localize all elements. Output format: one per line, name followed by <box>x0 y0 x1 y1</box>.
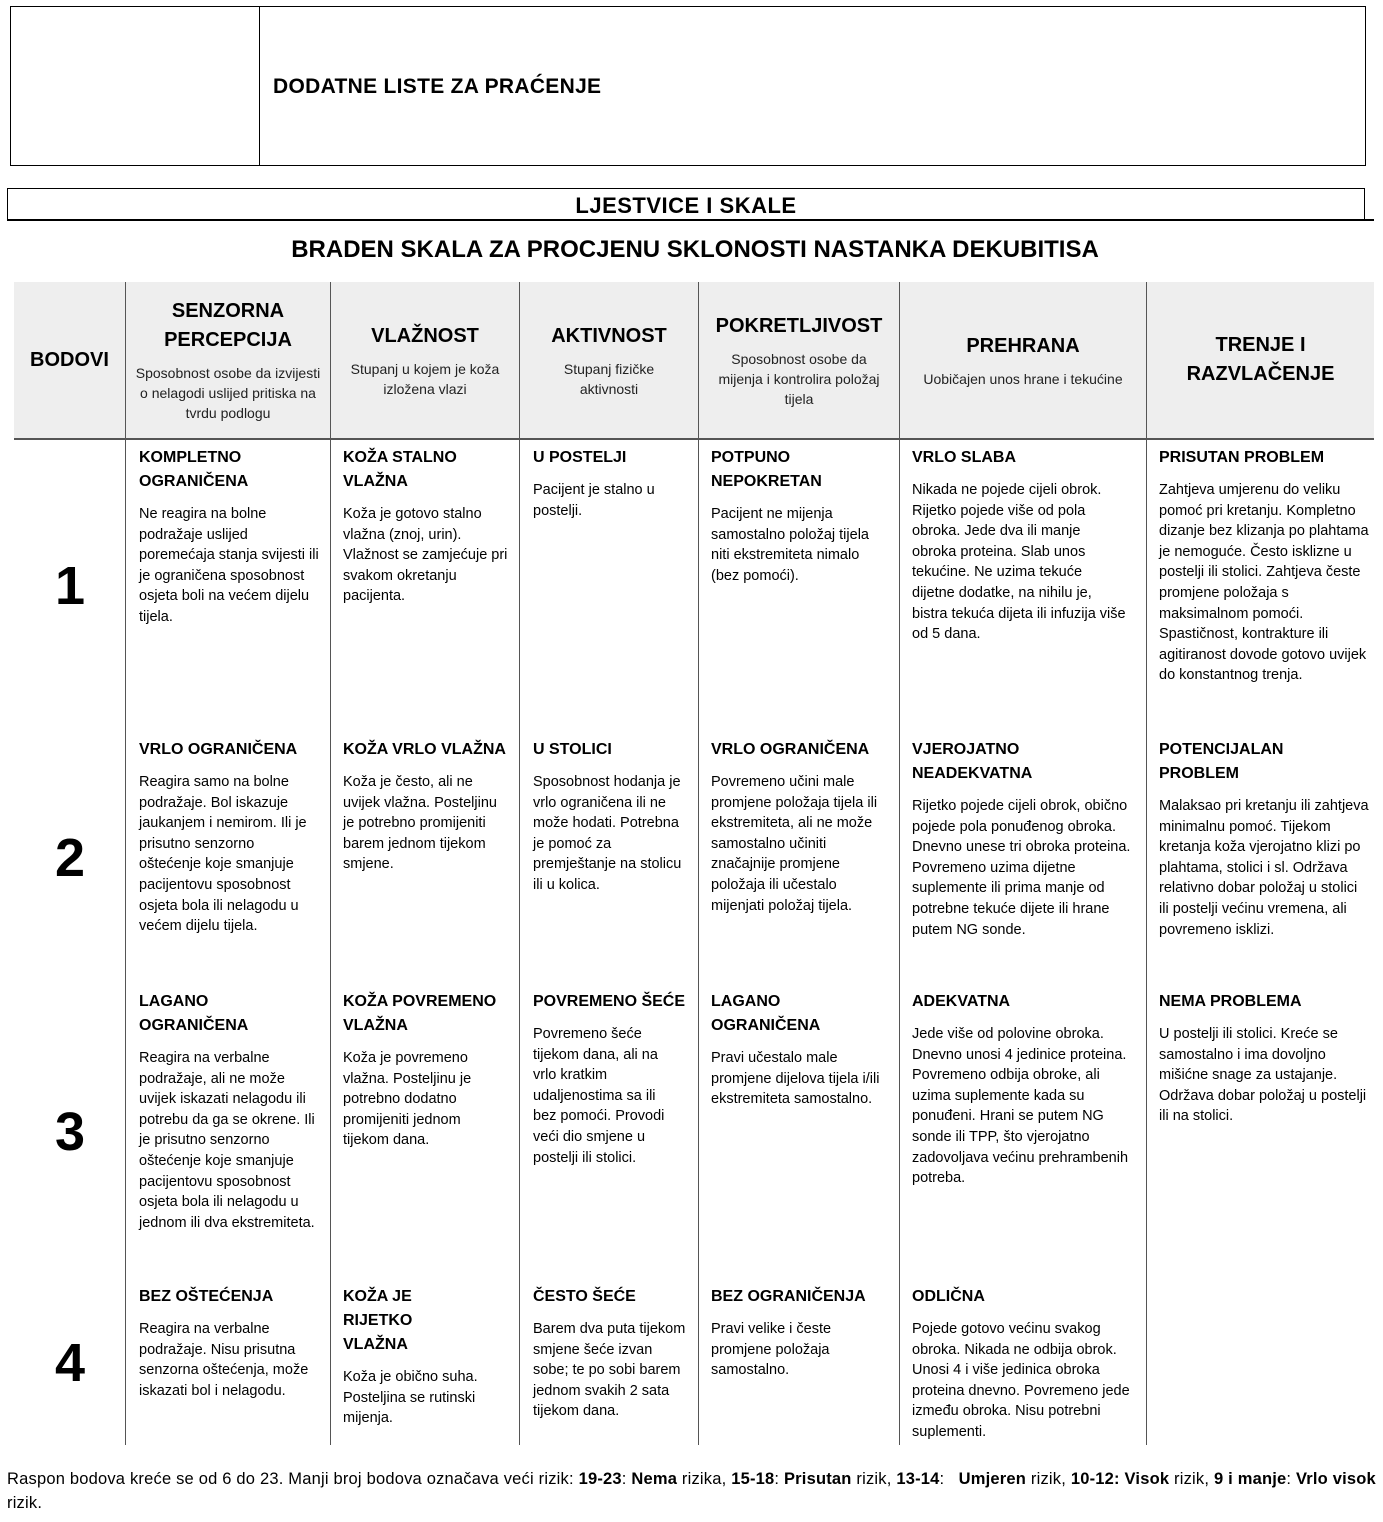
scale-title: BRADEN SKALA ZA PROCJENU SKLONOSTI NASTANKA DEKUBITISA <box>291 236 1099 263</box>
cell-vlaznost-2 <box>343 738 519 875</box>
legend-word: rizik. <box>7 1494 43 1512</box>
legend-level: Nema <box>631 1470 678 1488</box>
cell-title: U POSTELJI <box>533 449 627 466</box>
cell-trenje-2 <box>1159 738 1379 940</box>
header-pokretljivost <box>699 282 899 438</box>
cell-description: Ne reagira na bolne podražaje uslijed poremećaja stanja svijesti ili je ograničena sposobnost osjeta boli na većem dijelu tijela. <box>139 506 319 625</box>
cell-pokretljivost-4 <box>711 1285 899 1381</box>
cell-description: Reagira na verbalne podražaje, ali ne može uvijek iskazati nelagodu ili potrebu da ga se okrene. Ili je prisutno senzorno oštećenje koje smanjuje pacijentovu sposobnost osjeta bola ili nelagodu u jednom ili dva ekstremiteta. <box>139 1050 315 1231</box>
score-4: 4 <box>54 1333 86 1393</box>
legend-level: Prisutan <box>783 1470 852 1488</box>
column-title: VLAŽNOST <box>371 324 479 347</box>
cell-title: POTPUNO NEPOKRETAN <box>711 449 822 490</box>
cell-title: BEZ OGRANIČENJA <box>711 1288 866 1305</box>
cell-prehrana-4 <box>912 1285 1146 1443</box>
cell-description: Pravi velike i česte promjene položaja samostalno. <box>711 1321 832 1379</box>
cell-description: Pacijent je stalno u postelji. <box>533 482 655 519</box>
legend-word: rizik, <box>1174 1470 1210 1488</box>
column-title: AKTIVNOST <box>551 324 667 347</box>
cell-description: Koža je često, ali ne uvijek vlažna. Posteljinu je potrebno promijeniti barem jednom tijekom smjene. <box>343 774 497 873</box>
column-subtitle: Stupanj u kojem je koža izložena vlazi <box>350 360 500 397</box>
header-aktivnost <box>520 282 698 438</box>
cell-title: U STOLICI <box>533 741 612 758</box>
cell-senzorna-1 <box>139 446 329 628</box>
legend-range: 10-12: <box>1070 1470 1120 1488</box>
cell-pokretljivost-2 <box>711 738 899 916</box>
column-subtitle: Sposobnost osobe da izvijesti o nelagodi uslijed pritiska na tvrdu podlogu <box>135 365 321 421</box>
cell-aktivnost-3 <box>533 990 698 1168</box>
cell-title: BEZ OŠTEĆENJA <box>139 1288 274 1305</box>
cell-title: ČESTO ŠEĆE <box>533 1288 636 1305</box>
cell-description: Koža je obično suha. Posteljina se rutinski mijenja. <box>343 1369 478 1427</box>
column-divider <box>519 282 520 1445</box>
cell-trenje-1 <box>1159 446 1379 686</box>
legend-level: Vrlo visok <box>1295 1470 1376 1488</box>
score-1: 1 <box>54 556 86 616</box>
legend-range: 19-23 <box>578 1470 622 1488</box>
header-prehrana <box>900 282 1146 438</box>
header-title: DODATNE LISTE ZA PRAĆENJE <box>273 75 602 98</box>
cell-description: Povremeno šeće tijekom dana, ali na vrlo kratkim udaljenostima sa ili bez pomoći. Provodi veći dio smjene u postelji ili stolici. <box>533 1026 665 1166</box>
cell-description: Zahtjeva umjerenu do veliku pomoć pri kretanju. Kompletno dizanje bez klizanja po plahtama je nemoguće. Često isklizne u postelji ili stolici. Zahtjeva česte promjene položaja s maksimalnom pomoći. Spastičnost, kontrakture ili agitiranost dovode gotovo uvijek do konstantnog trenja. <box>1159 482 1369 684</box>
cell-senzorna-3 <box>139 990 329 1233</box>
cell-title: VRLO SLABA <box>912 449 1016 466</box>
cell-description: Pacijent ne mijenja samostalno položaj tijela niti ekstremiteta nimalo (bez pomoći). <box>711 506 869 584</box>
cell-description: Reagira na verbalne podražaje. Nisu prisutna senzorna oštećenja, može iskazati bol i nelagodu. <box>139 1321 309 1399</box>
column-title: PREHRANA <box>966 334 1080 357</box>
column-title: POKRETLJIVOST <box>715 314 883 337</box>
cell-prehrana-1 <box>912 446 1146 645</box>
cell-title: KOMPLETNO OGRANIČENA <box>139 449 249 490</box>
score-3: 3 <box>54 1102 86 1162</box>
cell-title: LAGANO OGRANIČENA <box>711 993 821 1034</box>
legend-word: rizika, <box>681 1470 727 1488</box>
cell-title: PRISUTAN PROBLEM <box>1159 449 1325 466</box>
cell-senzorna-2 <box>139 738 329 937</box>
legend-intro: Raspon bodova kreće se od 6 do 23. Manji broj bodova označava veći rizik: <box>7 1470 574 1488</box>
cell-pokretljivost-1 <box>711 446 899 586</box>
legend-word: rizik, <box>1030 1470 1067 1488</box>
cell-title: NEMA PROBLEMA <box>1159 993 1302 1010</box>
header-vlaznost <box>331 282 519 438</box>
document-header <box>10 6 1366 166</box>
cell-description: Rijetko pojede cijeli obrok, obično pojede pola ponuđenog obroka. Dnevno unese tri obroka proteina. Povremeno uzima dijetne suplemente ili prima manje od potrebne tekuće dijete ili hrane putem NG sonde. <box>912 798 1131 938</box>
column-divider <box>899 282 900 1445</box>
cell-description: Jede više od polovine obroka. Dnevno unosi 4 jedinice proteina. Povremeno odbija obroke, ali uzima suplemente kada su ponuđeni. Hrani se putem NG sonde ili TPP, što vjerojatno zadovoljava većinu prehrambenih potreba. <box>912 1026 1129 1187</box>
cell-prehrana-3 <box>912 990 1146 1189</box>
logo-placeholder <box>11 7 260 165</box>
legend-range: 13-14 <box>896 1470 940 1488</box>
cell-title: ADEKVATNA <box>912 993 1011 1010</box>
cell-description: Koža je gotovo stalno vlažna (znoj, urin). Vlažnost se zamjećuje pri svakom okretanju pacijenta. <box>343 506 508 605</box>
cell-prehrana-2 <box>912 738 1146 940</box>
header-trenje-razvlacenje <box>1147 282 1374 438</box>
cell-title: LAGANO OGRANIČENA <box>139 993 249 1034</box>
column-subtitle: Sposobnost osobe da mijenja i kontrolira položaj tijela <box>718 350 880 407</box>
header-bodovi <box>14 282 125 438</box>
legend-word: rizik, <box>856 1470 892 1488</box>
legend-range: 15-18 <box>731 1470 775 1488</box>
column-divider <box>1146 282 1147 1445</box>
cell-aktivnost-1 <box>533 446 698 521</box>
legend-level: Visok <box>1124 1470 1170 1488</box>
cell-description: Koža je povremeno vlažna. Posteljinu je potrebno dodatno promijeniti jednom tijekom dana. <box>343 1050 472 1149</box>
cell-title: KOŽA JE RIJETKO VLAŽNA <box>343 1288 413 1353</box>
cell-vlaznost-3 <box>343 990 519 1151</box>
header-bodovi-label: BODOVI <box>30 348 109 371</box>
cell-description: Povremeno učini male promjene položaja tijela ili ekstremiteta, ali ne može samostalno učiniti značajnije promjene položaja ili učestalo mijenjati položaj tijela. <box>711 774 878 914</box>
cell-pokretljivost-3 <box>711 990 899 1110</box>
column-subtitle: Stupanj fizičke aktivnosti <box>563 360 655 397</box>
cell-title: POVREMENO ŠEĆE <box>533 993 686 1010</box>
cell-title: KOŽA POVREMENO VLAŽNA <box>343 993 497 1034</box>
section-title: LJESTVICE I SKALE <box>7 188 1365 221</box>
score-legend: Raspon bodova kreće se od 6 do 23. Manji broj bodova označava veći rizik: 19-23: Nema rizika, 15-18: Prisutan rizik, 13-14: Umjeren rizik, 10-12: Visok rizik, 9 i manje: Vrlo visok rizik. <box>7 1470 1376 1512</box>
cell-title: VRLO OGRANIČENA <box>139 741 298 758</box>
cell-description: Malaksao pri kretanju ili zahtjeva minimalnu pomoć. Tijekom kretanja koža vjerojatno klizi po plahtama, stolici i sl. Održava relativno dobar položaj u stolici ili postelji većinu vremena, ali povremeno isklizi. <box>1159 798 1369 938</box>
cell-aktivnost-2 <box>533 738 698 896</box>
cell-trenje-3 <box>1159 990 1379 1127</box>
cell-description: Reagira samo na bolne podražaje. Bol iskazuje jaukanjem i nemirom. Ili je prisutno senzorno oštećenje koje smanjuje pacijentovu sposobnost osjeta bola ili nelagodu u većem dijelu tijela. <box>139 774 307 935</box>
cell-description: Pravi učestalo male promjene dijelova tijela i/ili ekstremiteta samostalno. <box>711 1050 880 1108</box>
cell-vlaznost-4 <box>343 1285 519 1429</box>
cell-title: POTENCIJALAN PROBLEM <box>1159 741 1284 782</box>
column-title: TRENJE I RAZVLAČENJE <box>1186 334 1335 385</box>
column-divider <box>330 282 331 1445</box>
cell-description: Barem dva puta tijekom smjene šeće izvan sobe; te po sobi barem jednom svakih 2 sata tijekom dana. <box>533 1321 686 1420</box>
legend-level: Umjeren <box>958 1470 1027 1488</box>
cell-aktivnost-4 <box>533 1285 698 1422</box>
cell-title: KOŽA STALNO VLAŽNA <box>343 449 457 490</box>
cell-title: ODLIČNA <box>912 1288 985 1305</box>
column-title: SENZORNA PERCEPCIJA <box>164 300 292 351</box>
cell-title: KOŽA VRLO VLAŽNA <box>343 741 506 758</box>
score-2: 2 <box>54 828 86 888</box>
column-subtitle: Uobičajen unos hrane i tekućine <box>923 370 1123 387</box>
cell-senzorna-4 <box>139 1285 329 1401</box>
cell-description: Sposobnost hodanja je vrlo ograničena ili ne može hodati. Potrebna je pomoć za premještanje na stolicu ili u kolica. <box>533 774 682 893</box>
cell-description: U postelji ili stolici. Kreće se samostalno i ima dovoljno mišićne snage za ustajanje. Održava dobar položaj u postelji ili na stolici. <box>1159 1026 1367 1125</box>
cell-title: VRLO OGRANIČENA <box>711 741 870 758</box>
header-senzorna-percepcija <box>126 282 330 438</box>
cell-description: Pojede gotovo većinu svakog obroka. Nikada ne odbija obrok. Unosi 4 i više jedinica obroka proteina dnevno. Povremeno jede između obroka. Nisu potrebni suplementi. <box>912 1321 1130 1440</box>
legend-range: 9 i manje <box>1213 1470 1287 1488</box>
cell-vlaznost-1 <box>343 446 519 607</box>
cell-title: VJEROJATNO NEADEKVATNA <box>912 741 1033 782</box>
column-divider <box>698 282 699 1445</box>
cell-description: Nikada ne pojede cijeli obrok. Rijetko pojede više od pola obroka. Jede dva ili manje obroka proteina. Slab unos tekućine. Ne uzima tekuće dijetne dodatke, na nihilu je, bistra tekuća dijeta ili infuzija više od 5 dana. <box>912 482 1126 643</box>
section-divider <box>1364 219 1374 221</box>
